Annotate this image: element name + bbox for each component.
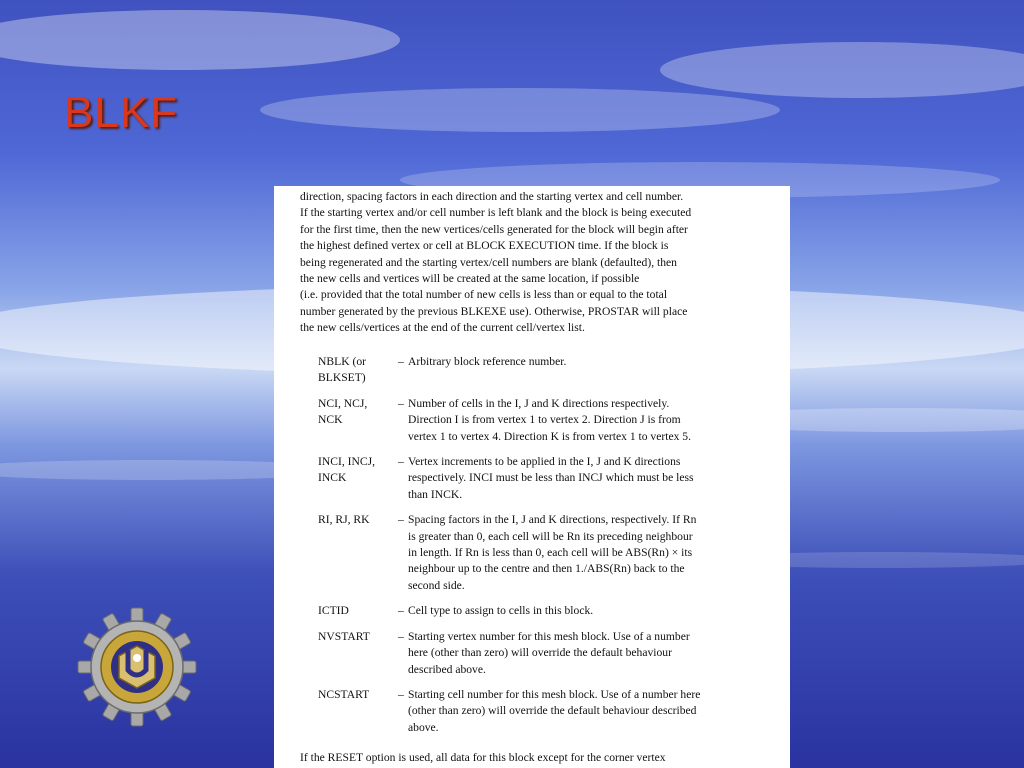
- param-dash: –: [398, 396, 404, 410]
- slide-title: BLKF: [64, 88, 179, 137]
- param-dash: –: [398, 513, 404, 527]
- param-name: INCI, INCJ, INCK: [318, 455, 376, 485]
- param-name: NVSTART: [318, 629, 370, 643]
- intro-line: the highest defined vertex or cell at BLOCK EXECUTION time. If the block is: [300, 239, 669, 253]
- param-dash: –: [398, 604, 404, 618]
- param-row-nci: [318, 396, 768, 445]
- param-description: Starting cell number for this mesh block. Use of a number here (other than zero) will override the default behaviour described above.: [408, 687, 701, 734]
- intro-line: If the starting vertex and/or cell number is left blank and the block is being executed: [300, 206, 692, 220]
- param-name: RI, RJ, RK: [318, 513, 370, 527]
- intro-line: direction, spacing factors in each direction and the starting vertex and cell number.: [300, 190, 684, 203]
- intro-line: being regenerated and the starting vertex/cell numbers are blank (defaulted), then: [300, 255, 677, 269]
- param-row-ictid: [318, 603, 768, 619]
- document-excerpt: [274, 186, 790, 768]
- param-name: NCSTART: [318, 687, 370, 701]
- param-description: Spacing factors in the I, J and K directions, respectively. If Rn is greater than 0, each cell will be Rn its preceding neighbour in length. If Rn is less than 0, each cell will be ABS(Rn) × its neighbour up to the centre and then 1./ABS(Rn) back to the second side.: [408, 513, 697, 592]
- intro-line: number generated by the previous BLKEXE use). Otherwise, PROSTAR will place: [300, 304, 688, 318]
- param-row-inci: [318, 454, 768, 503]
- outro-line: If the RESET option is used, all data for this block except for the corner vertex: [300, 751, 666, 764]
- intro-line: for the first time, then the new vertices/cells generated for the block will begin after: [300, 222, 688, 236]
- intro-line: (i.e. provided that the total number of new cells is less than or equal to the total: [300, 288, 668, 302]
- parameter-list: [318, 354, 768, 745]
- param-dash: –: [398, 687, 404, 701]
- intro-paragraph: [300, 189, 770, 337]
- intro-line: the new cells/vertices at the end of the current cell/vertex list.: [300, 321, 585, 335]
- param-row-ncstart: [318, 687, 768, 736]
- param-dash: –: [398, 629, 404, 643]
- gear-logo-icon: [76, 606, 198, 728]
- param-description: Number of cells in the I, J and K directions respectively. Direction I is from vertex 1 to vertex 2. Direction J is from vertex 1 to vertex 4. Direction K is from vertex 1 to vertex 5.: [408, 396, 691, 443]
- param-description: Starting vertex number for this mesh block. Use of a number here (other than zero) will override the default behaviour described above.: [408, 629, 690, 676]
- param-name: ICTID: [318, 604, 349, 618]
- param-description: Vertex increments to be applied in the I, J and K directions respectively. INCI must be less than INCJ which must be less than INCK.: [408, 455, 694, 501]
- intro-line: the new cells and vertices will be created at the same location, if possible: [300, 272, 640, 286]
- param-dash: –: [398, 455, 404, 469]
- param-row-ri: [318, 512, 768, 594]
- param-description: Arbitrary block reference number.: [408, 355, 567, 368]
- param-name: NBLK (or BLKSET): [318, 355, 366, 385]
- param-row-nvstart: [318, 629, 768, 678]
- param-description: Cell type to assign to cells in this block.: [408, 604, 594, 618]
- param-name: NCI, NCJ, NCK: [318, 396, 368, 427]
- param-dash: –: [398, 355, 404, 368]
- param-row-nblk: [318, 354, 768, 387]
